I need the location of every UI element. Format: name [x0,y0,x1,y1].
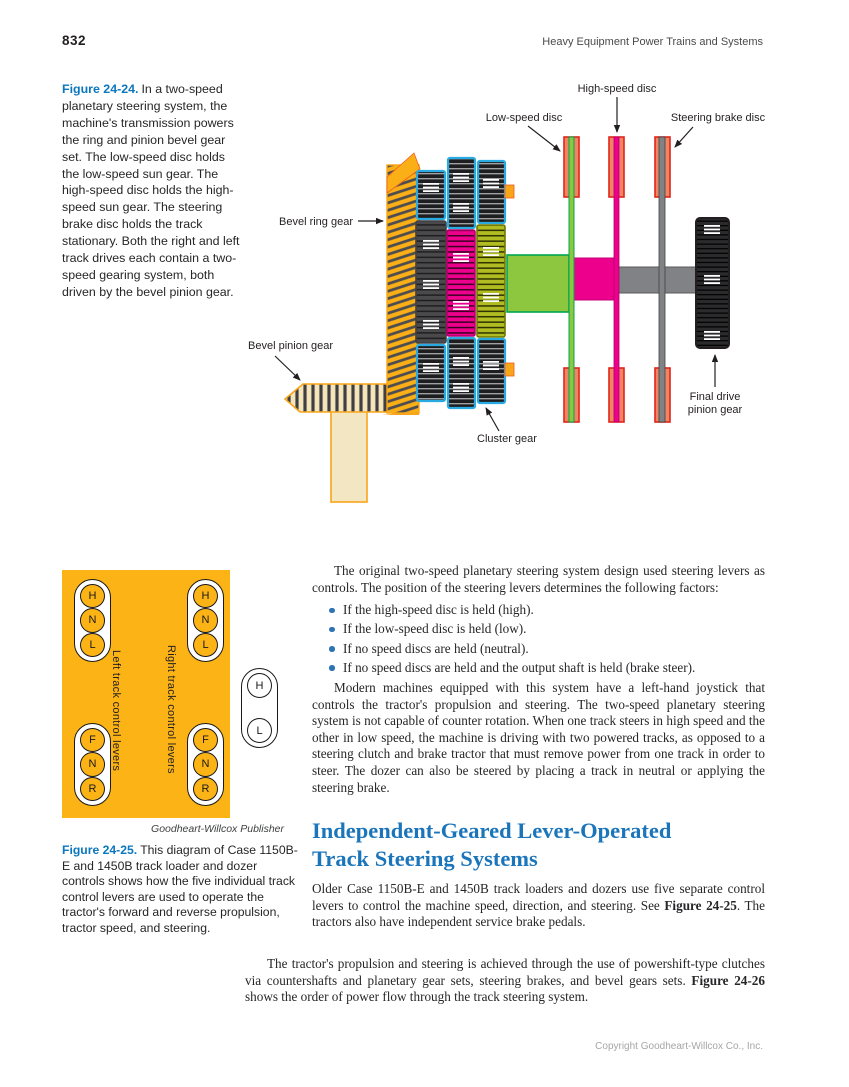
figure-24-24-caption-text: In a two-speed planetary steering system, the machine's transmission powers the ring and pinion bevel gear set. The low-speed disc holds the low-speed sun gear. The high-speed disc holds the high-speed sun gear. The steering brake disc holds the track stationary. Both the right and left track drives each contain a two-speed gearing system, both driven by the bevel pinion gear. [62,82,240,299]
paragraph-older-case [312,881,765,931]
right-speed-lever-gate [187,579,224,662]
lever-position: F [193,728,218,752]
lever-position: F [80,728,105,752]
paragraph-modern-machines: Modern machines equipped with this system have a left-hand joystick that controls the tractor's propulsion and steering. The two-speed planetary steering system is not capable of counter rotation. When one track steers in high speed and the other in low speed, the machine is driving with two powered tracks, as opposed to a steering clutch and brake tractor that must remove power from one track in order to steer. The dozer can also be steered by placing a track in neutral or applying the steering brake. [312,680,765,795]
master-speed-lever-gate [241,668,278,748]
bevel-ring-gear [379,153,420,415]
arrow-low-speed [528,126,560,151]
list-item-text: If no speed discs are held and the output shaft is held (brake steer). [343,659,696,675]
lever-position: L [80,633,105,657]
figure-24-25-caption-text: This diagram of Case 1150B-E and 1450B track loader and dozer controls shows how the five individual track control levers are used to operate the tractor's forward and reverse propulsion, tractor speed, and steering. [62,843,298,935]
left-speed-lever-gate [74,579,111,662]
left-direction-lever-gate [74,723,111,806]
section-heading-line2: Track Steering Systems [312,846,538,872]
figure-24-25-caption [62,843,300,937]
running-head: Heavy Equipment Power Trains and Systems [542,36,763,48]
cluster-gear-stack [416,158,514,408]
list-item-text: If the high-speed disc is held (high). [343,602,534,618]
low-speed-disc [569,137,574,422]
label-final-drive-line2: pinion gear [687,404,743,416]
label-final-drive-line1: Final drive [689,391,741,403]
lever-position: H [80,584,105,608]
lever-position: N [80,608,105,632]
figure-24-24-label: Figure 24-24. [62,82,139,96]
lever-position: H [247,673,272,698]
page-number: 832 [62,33,87,48]
label-low-speed-disc: Low-speed disc [485,112,563,124]
paragraph-propulsion [245,956,765,1006]
paragraph-text: . The tractors also have independent service brake pedals. [312,897,766,930]
lever-position: L [193,633,218,657]
lever-position: N [193,608,218,632]
arrow-steering-brake [675,127,693,147]
figure-24-24-caption [62,81,242,301]
section-heading-line1: Independent-Geared Lever-Operated [312,818,672,844]
body-text-column [312,563,765,931]
label-cluster-gear: Cluster gear [477,433,537,445]
label-steering-brake-disc: Steering brake disc [670,112,766,124]
list-item [312,619,765,638]
paragraph-text: The tractor's propulsion and steering is achieved through the use of powershift-type clutches via countershafts and planetary gear sets, steering brakes, and bevel gears sets. [245,956,765,988]
lever-position: L [247,718,272,743]
list-item [312,600,765,619]
paragraph-intro: The original two-speed planetary steering system design used steering levers as controls. The position of the steering levers determines the following factors: [312,563,765,595]
label-bevel-pinion-gear: Bevel pinion gear [248,340,334,352]
lever-position: R [80,777,105,801]
copyright-notice: Copyright Goodheart-Willcox Co., Inc. [595,1041,763,1052]
control-lever-figure [62,570,286,840]
figure-24-25-label: Figure 24-25. [62,843,138,857]
list-item-text: If no speed discs are held (neutral). [343,640,529,656]
figure-24-26-reference: Figure 24-26 [691,972,765,988]
arrow-bevel-pinion [275,356,300,380]
arrow-cluster [486,408,499,431]
lever-position: N [193,752,218,776]
lever-position: N [80,752,105,776]
list-item-text: If the low-speed disc is held (low). [343,621,527,637]
paragraph-text: shows the order of power flow through the track steering system. [245,989,589,1005]
high-speed-output-block [574,258,614,300]
paragraph-text: Older Case 1150B-E and 1450B track loaders and dozers use five separate control levers to control the machine speed, direction, and steering. See [312,881,765,913]
lever-position: R [193,777,218,801]
right-direction-lever-gate [187,723,224,806]
label-bevel-ring-gear: Bevel ring gear [279,216,353,228]
figure-24-25-reference: Figure 24-25 [664,897,737,913]
label-high-speed-disc: High-speed disc [577,83,657,95]
low-speed-output-block [507,255,569,312]
figure-24-25-credit: Goodheart-Willcox Publisher [151,823,284,835]
right-track-levers-label: Right track control levers [165,644,177,774]
high-speed-disc [614,137,619,422]
planetary-steering-diagram [245,75,800,525]
list-item [312,639,765,658]
steering-brake-disc [659,137,665,422]
steering-factors-list [312,600,765,677]
final-drive-pinion-gear [696,218,729,348]
gear-diagram-svg [245,75,800,525]
lever-position: H [193,584,218,608]
left-track-levers-label: Left track control levers [110,650,122,772]
list-item [312,658,765,677]
section-heading [312,817,765,873]
